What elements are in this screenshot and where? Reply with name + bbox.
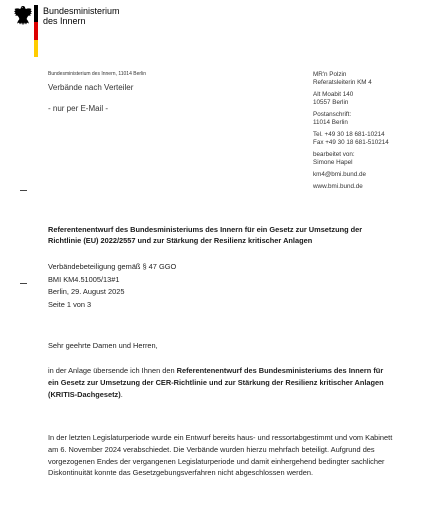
handled-by-name: Simone Hapel: [313, 159, 353, 166]
reference-number: BMI KM4.51005/13#1: [48, 274, 120, 284]
subject-line: Referentenentwurf des Bundesministeriums des Innern für ein Gesetz zur Umsetzung der Richtlinie (EU) 2022/2557 und zur Stärkung der Resilienz kritischer Anlagen: [48, 225, 363, 245]
ministry-name-line1: Bundesministerium: [43, 6, 120, 16]
fax-number: Fax +49 30 18 681-510214: [313, 139, 389, 146]
federal-eagle-icon: [13, 4, 33, 28]
paragraph-attachment-bold: Referentenentwurf des Bundesministeriums des Innern für ein Gesetz zur Umsetzung der CER-Richtlinie und zur Stärkung der Resilienz kritischer Anlagen (KRITIS-Dachgesetz): [48, 366, 384, 399]
phone-number: Tel. +49 30 18 681-10214: [313, 131, 385, 138]
paragraph-attachment: [48, 365, 393, 400]
flag-gold-band: [34, 40, 38, 57]
handled-by-label: bearbeitet von:: [313, 151, 355, 158]
sender-return-address: Bundesministerium des Innern, 11014 Berlin: [48, 71, 147, 77]
sender-city: 10557 Berlin: [313, 99, 349, 106]
paragraph-history: In der letzten Legislaturperiode wurde ein Entwurf bereits haus- und ressortabgestimmt und vom Kabinett am 6. November 2024 verabschiedet. Die Verbände wurden hierzu mehrfach beteiligt. Aufgrund des vorgezogenen Endes der vergangenen Legislaturperiode und damit einhergehend bedingter sachlicher Diskontinuität konnte das Gesetzgebungsverfahren nicht abgeschlossen werden.: [48, 433, 393, 478]
sender-street: Alt Moabit 140: [313, 91, 354, 98]
paragraph-attachment-outro: .: [120, 389, 123, 399]
sender-info-block: [313, 71, 389, 191]
recipient-line1: Verbände nach Verteiler: [48, 83, 134, 92]
website-link[interactable]: www.bmi.bund.de: [313, 183, 363, 190]
page-indicator: Seite 1 von 3: [48, 300, 92, 310]
sender-name: MR'n Polzin: [313, 71, 347, 78]
ministry-name-line2: des Innern: [43, 16, 86, 26]
email-link[interactable]: km4@bmi.bund.de: [313, 171, 366, 178]
letter-date: Berlin, 29. August 2025: [48, 287, 125, 297]
participation-note: Verbändebeteiligung gemäß § 47 GGO: [48, 262, 177, 271]
postal-address: 11014 Berlin: [313, 119, 348, 126]
german-flag-stripe: [34, 5, 38, 57]
postal-label: Postanschrift:: [313, 111, 352, 118]
fold-mark-middle: [20, 283, 27, 284]
salutation: Sehr geehrte Damen und Herren,: [48, 341, 158, 350]
letter-meta: [48, 261, 393, 312]
recipient-block: [48, 82, 133, 114]
flag-red-band: [34, 22, 38, 39]
paragraph-attachment-intro: in der Anlage übersende ich Ihnen den: [48, 366, 177, 375]
ministry-name: [43, 6, 120, 26]
fold-mark-top: [20, 190, 27, 191]
flag-black-band: [34, 5, 38, 22]
sender-department: Referatsleiterin KM 4: [313, 79, 372, 86]
recipient-line2: - nur per E-Mail -: [48, 104, 109, 113]
